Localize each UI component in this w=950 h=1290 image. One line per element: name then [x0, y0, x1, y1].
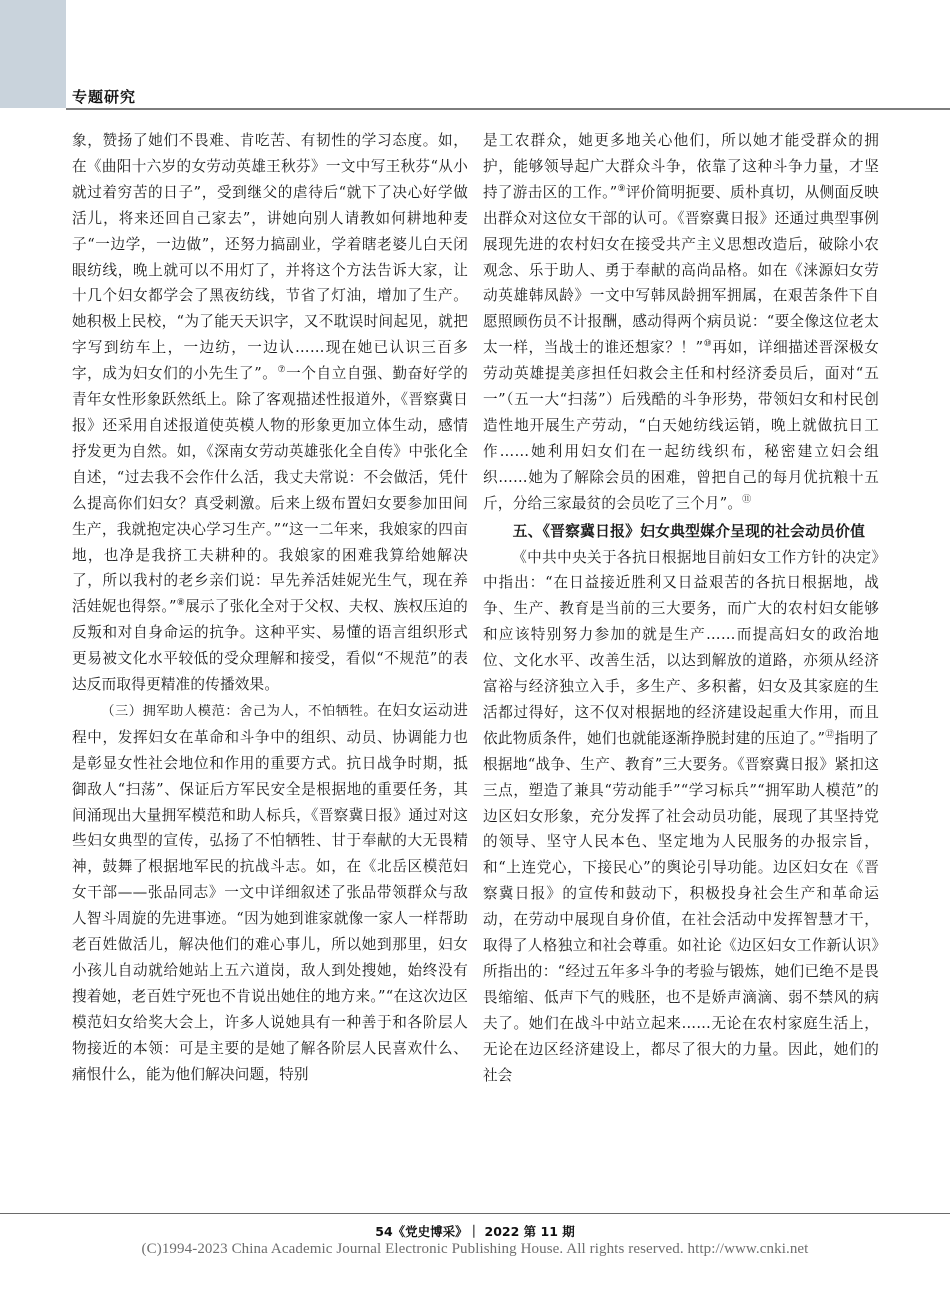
right-p2-text: 《中共中央关于各抗日根据地目前妇女工作方针的决定》中指出：“在日益接近胜利又日益艰苦的各抗日根据地，战争、生产、教育是当前的三大要务，而广大的农村妇女能够和应该特别努力参加的就是生产……而提高妇女的政治地位、文化水平、改善生活，以达到解放的道路，亦须从经济富裕与经济独立入手，多生产、多积蓄，妇女及其家庭的生活都过得好，这不仅对根据地的经济建设起重大作用，而且依此物质条件，她们也就能逐渐挣脱封建的压迫了。”: [483, 548, 879, 747]
page-footer: 54《党史博采》｜ 2022 第 11 期: [375, 1224, 575, 1239]
footnote-11: ⑪: [742, 494, 752, 505]
left-column: [72, 128, 468, 1088]
left-paragraph-1: [72, 128, 468, 698]
footnote-10: ⑩: [703, 339, 713, 350]
header-color-block: [0, 0, 66, 108]
footnote-7: ⑦: [277, 365, 287, 376]
right-p1b-text: 评价简明扼要、质朴真切，从侧面反映出群众对这位女干部的认可。《晋察冀日报》还通过典型事例展现先进的农村妇女在接受共产主义思想改造后，破除小农观念、乐于助人、勇于奉献的高尚品格。如在《涞源妇女劳动英雄韩凤龄》一文中写韩凤龄拥军拥属，在艰苦条件下自愿照顾伤员不计报酬，感动得两个病员说：“要全像这位老太太一样，当战士的谁还想家？！”: [483, 183, 879, 357]
footer-divider: [0, 1213, 950, 1214]
left-paragraph-2: [72, 698, 468, 1088]
header-divider: [66, 108, 950, 110]
left-p1b-text: 一个自立自强、勤奋好学的青年女性形象跃然纸上。除了客观描述性报道外，《晋察冀日报》还采用自述报道使英模人物的形象更加立体生动，感情抒发更为自然。如，《深南女劳动英雄张化全自传》中张化全自述，“过去我不会作什么活，我丈夫常说：不会做活，凭什么提高你们妇女？真受刺激。后来上级布置妇女要参加田间生产，我就抱定决心学习生产。”“这一二年来，我娘家的四亩地，也净是我挤工夫耕种的。我娘家的困难我算给她解决了，所以我村的老乡亲们说：早先养活娃妮光生气，现在养活娃妮也得祭。”: [72, 365, 468, 616]
footnote-12: ⑫: [825, 729, 835, 740]
right-column: [483, 128, 879, 1089]
right-paragraph-1: [483, 128, 879, 517]
footnote-8: ⑧: [176, 598, 186, 609]
section-label: 专题研究: [72, 88, 137, 106]
left-p2-text: 在妇女运动进程中，发挥妇女在革命和斗争中的组织、动员、协调能力也是彰显女性社会地位和作用的重要方式。抗日战争时期，抵御敌人“扫荡”、保证后方军民安全是根据地的重要任务，其间涌现出大量拥军模范和助人标兵，《晋察冀日报》通过对这些妇女典型的宣传，弘扬了不怕牺牲、甘于奉献的大无畏精神，鼓舞了根据地军民的抗战斗志。如，在《北岳区模范妇女干部——张品同志》一文中详细叙述了张品带领群众与敌人智斗周旋的先进事迹。“因为她到谁家就像一家人一样帮助老百姓做活儿，解决他们的难心事儿，所以她到那里，妇女小孩儿自动就给她站上五六道岗，敌人到处搜她，始终没有搜着她，老百姓宁死也不肯说出她住的地方来。”“在这次边区模范妇女给奖大会上，许多人说她具有一种善于和各阶层人物接近的本领：可是主要的是她了解各阶层人民喜欢什么、痛恨什么，能为他们解决问题，特别: [72, 701, 469, 1083]
copyright-line: (C)1994-2023 China Academic Journal Electronic Publishing House. All rights reserved. http://www.cnki.net: [141, 1241, 809, 1257]
left-p1c-text: 展示了张化全对于父权、夫权、族权压迫的反叛和对自身命运的抗争。这种平实、易懂的语言组织形式更易被文化水平较低的受众理解和接受，看似“不规范”的表达反而取得更精准的传播效果。: [72, 598, 468, 694]
footnote-9: ⑨: [617, 183, 626, 194]
right-paragraph-2: [483, 545, 879, 1089]
section-heading-5: 五、《晋察冀日报》妇女典型媒介呈现的社会动员价值: [512, 522, 866, 540]
right-p1c-text: 再如，详细描述晋深极女劳动英雄提美彦担任妇救会主任和村经济委员后，面对“五一”（五一大“扫荡”）后残酷的斗争形势，带领妇女和村民创造性地开展生产劳动，“白天她纺线运销，晚上就做抗日工作……她利用妇女们在一起纺线织布，秘密建立妇会组织……她为了解除会员的困难，曾把自己的每月优抗粮十五斤，分给三家最贫的会员吃了三个月”。: [483, 339, 880, 512]
sub-heading-3: （三）拥军助人模范：舍己为人，不怕牺牲。: [101, 703, 378, 719]
left-p1-text: 象，赞扬了她们不畏难、肯吃苦、有韧性的学习态度。如，在《曲阳十六岁的女劳动英雄王秋芬》一文中写王秋芬“从小就过着穷苦的日子”，受到继父的虐待后“就下了决心好学做活儿，将来还回自己家去”，讲她向别人请教如何耕地种麦子“一边学，一边做”，还努力搞副业，学着瞎老婆儿白天闭眼纺线，晚上就可以不用灯了，并将这个方法告诉大家，让十几个妇女都学会了黑夜纺线，节省了灯油，增加了生产。她积极上民校，“为了能天天识字，又不耽误时间起见，就把字写到纺车上，一边纺，一边认……现在她已认识三百多字，成为妇女们的小先生了”。: [72, 132, 468, 383]
right-p1-text: 是工农群众，她更多地关心他们，所以她才能受群众的拥护，能够领导起广大群众斗争，依靠了这种斗争力量，才坚持了游击区的工作。”: [483, 132, 879, 201]
right-p2b-text: 指明了根据地“战争、生产、教育”三大要务。《晋察冀日报》紧扣这三点，塑造了兼具“劳动能手”“学习标兵”“拥军助人模范”的边区妇女形象，充分发挥了社会动员功能，展现了其坚持党的领导、坚守人民本色、坚定地为人民服务的办报宗旨，和“上连党心，下接民心”的舆论引导功能。边区妇女在《晋察冀日报》的宣传和鼓动下，积极投身社会生产和革命运动，在劳动中展现自身价值，在社会活动中发挥智慧才干，取得了人格独立和社会尊重。如社论《边区妇女工作新认识》所指出的：“经过五年多斗争的考验与锻炼，她们已绝不是畏畏缩缩、低声下气的贱胚，也不是娇声滴滴、弱不禁风的病夫了。她们在战斗中站立起来……无论在农村家庭生活上，无论在边区经济建设上，都尽了很大的力量。因此，她们的社会: [483, 729, 879, 1084]
